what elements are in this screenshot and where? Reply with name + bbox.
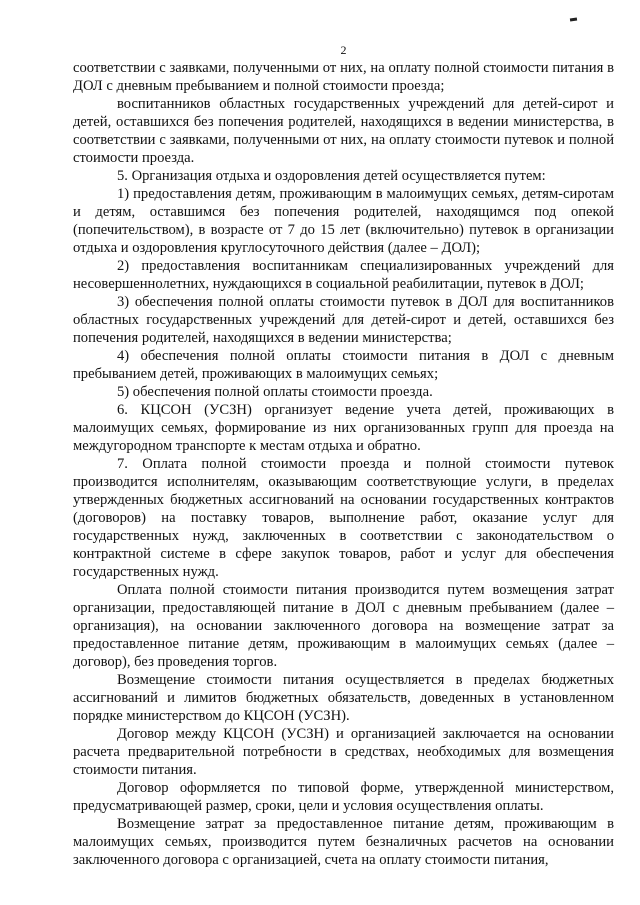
scan-mark <box>570 18 577 22</box>
paragraph: 7. Оплата полной стоимости проезда и полной стоимости путевок производится исполнителям, оказывающим соответствующие услуги, в пределах утвержденных бюджетных ассигнований на основании государственных контрактов (договоров) на поставку товаров, выполнение работ, оказание услуг для государственных нужд, заключенных в соответствии с законодательством о контрактной системе в сфере закупок товаров, работ и услуг для обеспечения государственных нужд. <box>73 456 614 580</box>
paragraph: Договор оформляется по типовой форме, утвержденной министерством, предусматривающей размер, сроки, цели и условия осуществления оплаты. <box>73 780 614 814</box>
paragraph: Оплата полной стоимости питания производится путем возмещения затрат организации, предоставляющей питание в ДОЛ с дневным пребыванием (далее – организация), на основании заключенного договора на возмещение затрат за предоставленное питание детям, проживающим в малоимущих семьях (далее – договор), без проведения торгов. <box>73 582 614 670</box>
paragraph: 4) обеспечения полной оплаты стоимости питания в ДОЛ с дневным пребыванием детей, проживающих в малоимущих семьях; <box>73 348 614 382</box>
paragraph: соответствии с заявками, полученными от них, на оплату полной стоимости питания в ДОЛ с дневным пребыванием и полной стоимости проезда; <box>73 60 614 94</box>
paragraph: 5. Организация отдыха и оздоровления детей осуществляется путем: <box>117 168 546 184</box>
paragraph: 1) предоставления детям, проживающим в малоимущих семьях, детям-сиротам и детям, оставшимся без попечения родителей, находящимся под опекой (попечительством), в возрасте от 7 до 15 лет (включительно) путевок в организации отдыха и оздоровления круглосуточного действия (далее – ДОЛ); <box>73 186 614 256</box>
paragraph: воспитанников областных государственных учреждений для детей-сирот и детей, оставшихся без попечения родителей, находящихся в ведении министерства, в соответствии с заявками, полученными от них, на оплату стоимости путевок и полной стоимости проезда. <box>73 96 614 166</box>
page-number: 2 <box>340 43 347 57</box>
paragraph: 6. КЦСОН (УСЗН) организует ведение учета детей, проживающих в малоимущих семьях, формирование из них организованных групп для проезда на междугородном транспорте к местам отдыха и обратно. <box>73 402 614 454</box>
paragraph: Договор между КЦСОН (УСЗН) и организацией заключается на основании расчета предварительной потребности в средствах, необходимых для возмещения стоимости питания. <box>73 726 614 778</box>
paragraph: 3) обеспечения полной оплаты стоимости путевок в ДОЛ для воспитанников областных государственных учреждений для детей-сирот и детей, оставшихся без попечения родителей, находящихся в ведении министерства; <box>73 294 614 346</box>
paragraph: Возмещение затрат за предоставленное питание детям, проживающим в малоимущих семьях, производится путем безналичных расчетов на основании заключенного договора с организацией, счета на оплату стоимости питания, <box>73 816 614 868</box>
paragraph: Возмещение стоимости питания осуществляется в пределах бюджетных ассигнований и лимитов бюджетных обязательств, доведенных в установленном порядке министерством до КЦСОН (УСЗН). <box>73 672 614 724</box>
paragraph: 2) предоставления воспитанникам специализированных учреждений для несовершеннолетних, нуждающихся в социальной реабилитации, путевок в ДОЛ; <box>73 258 614 292</box>
paragraph: 5) обеспечения полной оплаты стоимости проезда. <box>117 384 433 400</box>
